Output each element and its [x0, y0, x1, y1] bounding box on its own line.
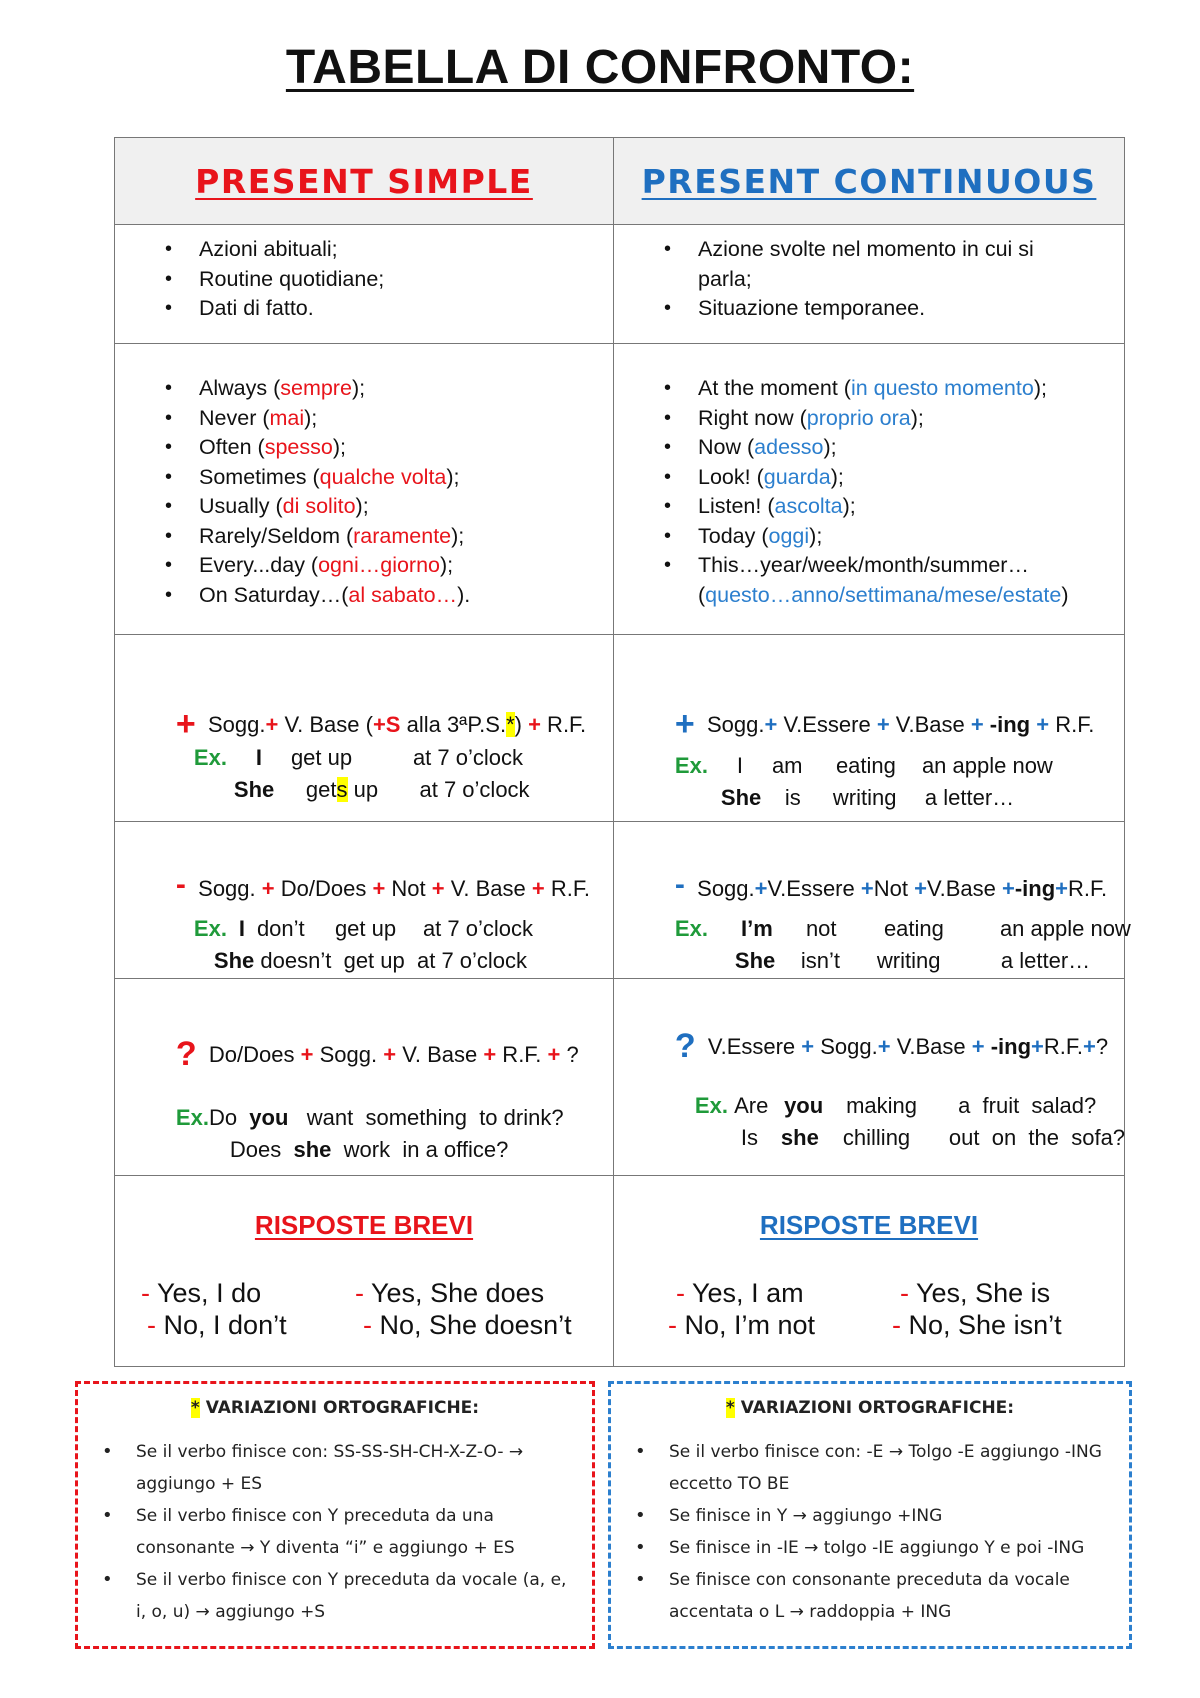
negative-cell-continuous — [614, 822, 1131, 979]
present-simple-header: PRESENT SIMPLE — [195, 161, 533, 201]
adverb-item: • On Saturday…(al sabato…). — [115, 581, 613, 611]
adverb-item: • Today (oggi); — [614, 522, 1124, 552]
adverb-item: • Every...day (ogni…giorno); — [115, 551, 613, 581]
affirmative-row — [115, 635, 1125, 822]
adverb-item: • This…year/week/month/summer… (questo…anno/settimana/mese/estate) — [614, 551, 1124, 610]
adverbs-list-simple — [115, 344, 613, 610]
affirmative-example-continuous-1: Ex. I am eating an apple now — [674, 753, 1053, 778]
adverb-item: • Never (mai); — [115, 404, 613, 434]
adverb-item: • Sometimes (qualche volta); — [115, 463, 613, 493]
negative-formula-continuous: - Sogg.+V.Essere +Not +V.Base +-ing+R.F. — [674, 868, 1108, 901]
short-answer: - No, I’m not — [668, 1310, 816, 1340]
negative-example-simple-1: Ex. I don’t get up at 7 o’clock — [193, 916, 533, 941]
negative-example-continuous-1: Ex. I’m not eating an apple now — [674, 916, 1131, 941]
short-answers-cell-simple — [115, 1176, 614, 1367]
adverb-item: • Now (adesso); — [614, 433, 1124, 463]
interrogative-cell-simple — [115, 979, 614, 1176]
interrogative-formula-simple: ? Do/Does + Sogg. + V. Base + R.F. + ? — [175, 1035, 579, 1073]
list-item: • Se finisce in Y → aggiungo +ING — [611, 1500, 1129, 1532]
uses-row — [115, 225, 1125, 344]
adverbs-cell-simple — [115, 344, 614, 635]
list-item — [614, 235, 1124, 294]
interrogative-formula-continuous: ? V.Essere + Sogg.+ V.Base + -ing+R.F.+? — [674, 1027, 1109, 1065]
short-answer: - Yes, I am — [676, 1278, 804, 1308]
spelling-box-simple — [75, 1381, 595, 1649]
list-item: • Azioni abituali; — [115, 235, 613, 265]
header-cell-simple — [115, 138, 614, 225]
affirmative-example-simple-1: Ex. I get up at 7 o’clock — [193, 745, 523, 770]
spelling-title-simple: * VARIAZIONI ORTOGRAFICHE: — [190, 1398, 480, 1418]
adverb-item: • At the moment (in questo momento); — [614, 374, 1124, 404]
list-item: • Routine quotidiane; — [115, 265, 613, 295]
affirmative-cell-continuous — [614, 635, 1125, 822]
adverbs-cell-continuous — [614, 344, 1125, 635]
affirmative-example-simple-2: She gets up at 7 o’clock — [233, 777, 530, 802]
affirmative-formula-continuous: + Sogg.+ V.Essere + V.Base + -ing + R.F. — [674, 705, 1095, 743]
minus-symbol: - — [175, 868, 186, 901]
short-answer: - No, She isn’t — [892, 1310, 1062, 1340]
highlight-star: * — [506, 712, 515, 737]
interrogative-example-simple-2: Does she work in a office? — [229, 1137, 509, 1162]
short-answers-title-continuous: RISPOSTE BREVI — [759, 1210, 979, 1240]
list-item: • Se il verbo finisce con: -E → Tolgo -E aggiungo -ING eccetto TO BE — [611, 1436, 1129, 1500]
short-answers-title-simple: RISPOSTE BREVI — [254, 1210, 474, 1240]
plus-symbol: + — [175, 705, 196, 743]
short-answers-cell-continuous — [614, 1176, 1125, 1367]
affirmative-example-continuous-2: She is writing a letter… — [720, 785, 1015, 810]
adverbs-list-continuous — [614, 344, 1124, 610]
adverb-item: • Look! (guarda); — [614, 463, 1124, 493]
short-answer: - No, I don’t — [147, 1310, 287, 1340]
adverbs-row — [115, 344, 1125, 635]
adverb-item: • Often (spesso); — [115, 433, 613, 463]
list-item: • Se il verbo finisce con Y preceduta da vocale (a, e, i, o, u) → aggiungo +S — [78, 1564, 592, 1628]
short-answer: - No, She doesn’t — [363, 1310, 572, 1340]
list-item: • Se finisce in -IE → tolgo -IE aggiungo Y e poi -ING — [611, 1532, 1129, 1564]
list-item-text: Azione svolte nel momento in cui si — [698, 237, 1034, 261]
negative-example-continuous-2: She isn’t writing a letter… — [734, 948, 1091, 973]
short-answer: - Yes, She is — [900, 1278, 1051, 1308]
comparison-table — [114, 137, 1131, 1367]
interrogative-cell-continuous — [614, 979, 1125, 1176]
adverb-item: • Listen! (ascolta); — [614, 492, 1124, 522]
list-item-text: parla; — [698, 266, 752, 291]
adverb-item: • Rarely/Seldom (raramente); — [115, 522, 613, 552]
spelling-list-simple — [78, 1436, 592, 1628]
minus-symbol: - — [674, 868, 685, 901]
list-item: • Se il verbo finisce con: SS-SS-SH-CH-X-Z-O- → aggiungo + ES — [78, 1436, 592, 1500]
question-symbol: ? — [175, 1035, 197, 1073]
uses-list-continuous — [614, 225, 1124, 324]
affirmative-formula-simple: + Sogg.+ V. Base (+S alla 3ªP.S.*) + R.F. — [175, 705, 587, 743]
negative-row — [115, 822, 1125, 979]
list-item: • Dati di fatto. — [115, 294, 613, 324]
header-cell-continuous — [614, 138, 1125, 225]
affirmative-cell-simple — [115, 635, 614, 822]
adverb-item: • Usually (di solito); — [115, 492, 613, 522]
plus-symbol: + — [674, 705, 695, 743]
negative-example-simple-2: She doesn’t get up at 7 o’clock — [213, 948, 528, 973]
interrogative-example-continuous-1: Ex. Are you making a fruit salad? — [694, 1093, 1097, 1118]
spelling-title-continuous: * VARIAZIONI ORTOGRAFICHE: — [725, 1398, 1015, 1418]
page-title: TABELLA DI CONFRONTO: — [285, 41, 915, 94]
adverb-item: • Always (sempre); — [115, 374, 613, 404]
header-row — [115, 138, 1125, 225]
interrogative-example-continuous-2: Is she chilling out on the sofa? — [740, 1125, 1126, 1150]
interrogative-example-simple-1: Ex.Do you want something to drink? — [175, 1105, 564, 1130]
negative-cell-simple — [115, 822, 614, 979]
spelling-box-continuous — [608, 1381, 1132, 1649]
uses-list-simple — [115, 225, 613, 324]
spelling-list-continuous — [611, 1436, 1129, 1628]
uses-cell-continuous — [614, 225, 1125, 344]
list-item: • Se finisce con consonante preceduta da vocale accentata o L → raddoppia + ING — [611, 1564, 1129, 1628]
short-answers-row — [115, 1176, 1125, 1367]
short-answer: - Yes, She does — [355, 1278, 545, 1308]
short-answer: - Yes, I do — [141, 1278, 262, 1308]
interrogative-row — [115, 979, 1125, 1176]
uses-cell-simple — [115, 225, 614, 344]
list-item: • Situazione temporanee. — [614, 294, 1124, 324]
question-symbol: ? — [674, 1027, 696, 1065]
list-item: • Se il verbo finisce con Y preceduta da una consonante → Y diventa “i” e aggiungo + ES — [78, 1500, 592, 1564]
negative-formula-simple: - Sogg. + Do/Does + Not + V. Base + R.F. — [175, 868, 590, 901]
present-continuous-header: PRESENT CONTINUOUS — [641, 161, 1097, 201]
adverb-item: • Right now (proprio ora); — [614, 404, 1124, 434]
